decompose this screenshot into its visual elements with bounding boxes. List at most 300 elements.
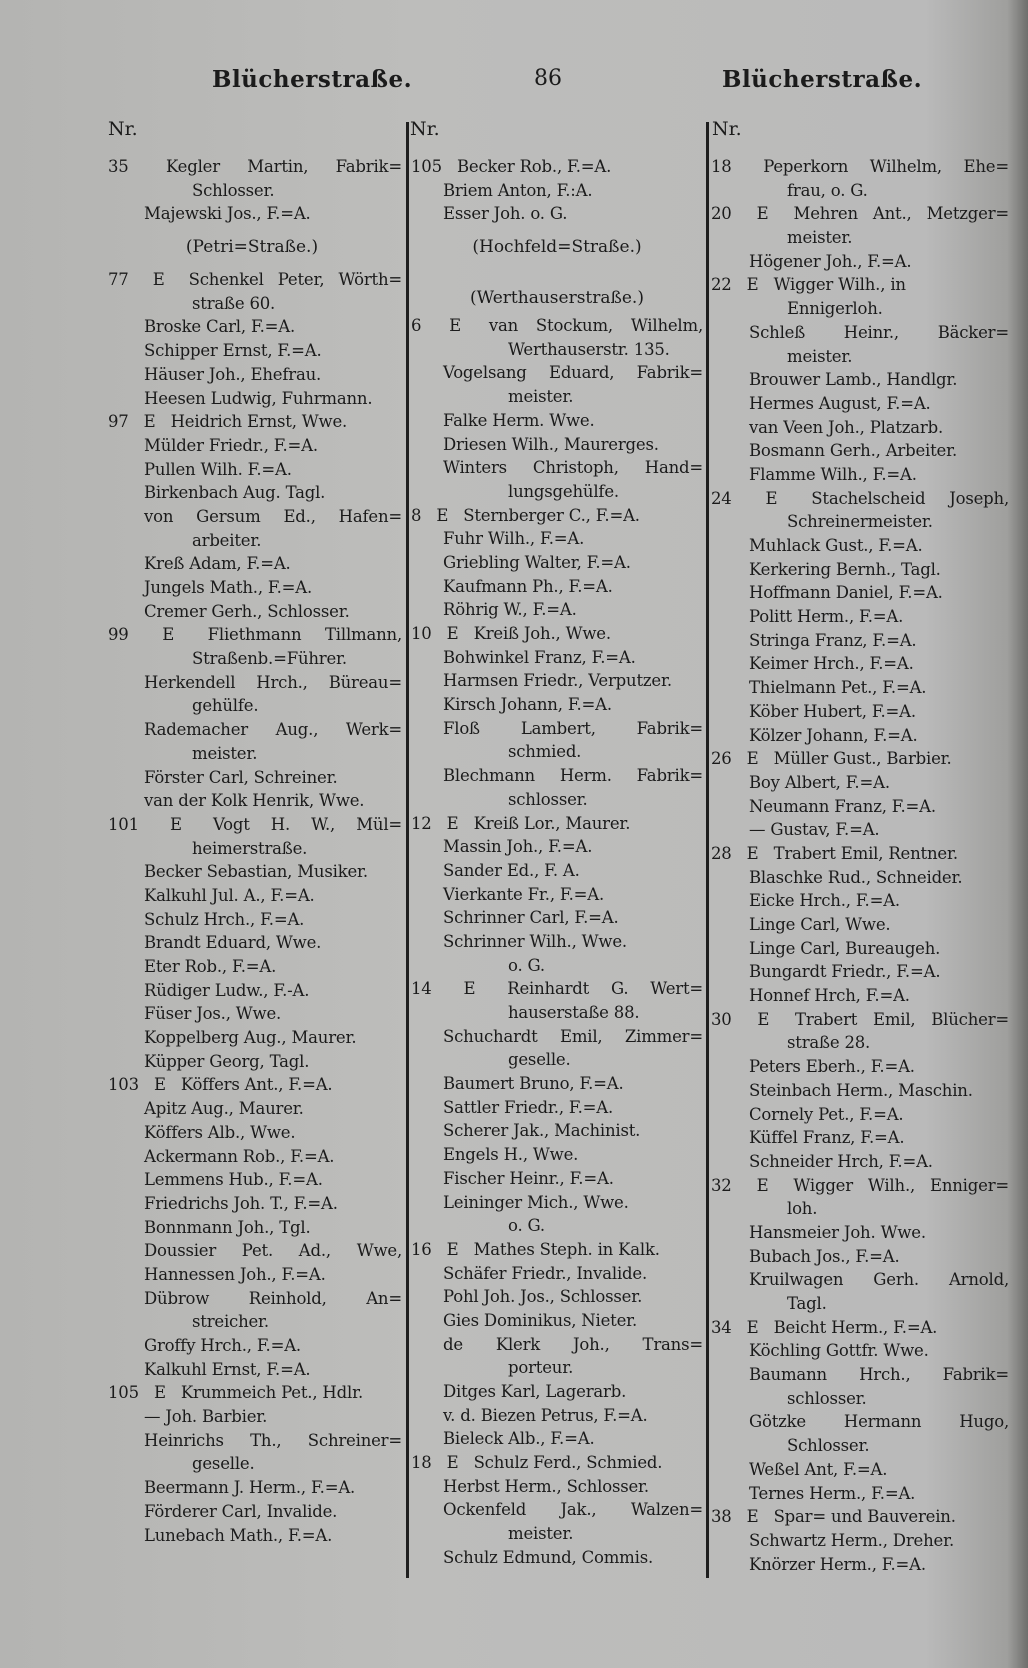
- resident-text: schlosser.: [508, 789, 588, 809]
- resident-text: Vierkante Fr., F.=A.: [443, 884, 605, 904]
- directory-entry: [711, 1268, 1009, 1292]
- resident-text: schlosser.: [787, 1388, 867, 1408]
- directory-entry: [102, 155, 402, 179]
- resident-text: de Klerk Joh., Trans=: [443, 1334, 703, 1354]
- directory-entry: [711, 747, 1009, 771]
- directory-entry: [711, 700, 1009, 724]
- directory-entry: [411, 1238, 703, 1262]
- directory-entry: [711, 581, 1009, 605]
- resident-text: Förster Carl, Schreiner.: [144, 767, 338, 787]
- resident-text: Honnef Hrch, F.=A.: [749, 986, 910, 1006]
- resident-text: Birkenbach Aug. Tagl.: [144, 483, 326, 503]
- resident-text: Massin Joh., F.=A.: [443, 837, 593, 857]
- resident-text: Bosmann Gerh., Arbeiter.: [749, 441, 958, 461]
- resident-text: Röhrig W., F.=A.: [443, 600, 577, 620]
- resident-text: Baumann Hrch., Fabrik=: [749, 1365, 1009, 1385]
- resident-text: Brouwer Lamb., Handlgr.: [749, 370, 958, 390]
- resident-text: Lunebach Math., F.=A.: [144, 1525, 333, 1545]
- resident-text: Blechmann Herm. Fabrik=: [443, 766, 703, 786]
- directory-entry: [102, 1500, 402, 1524]
- resident-text: Griebling Walter, F.=A.: [443, 552, 631, 572]
- resident-text: Becker Rob., F.=A.: [456, 157, 612, 176]
- resident-text: Kegler Martin, Fabrik=: [165, 157, 402, 176]
- entry-continuation: [102, 1452, 402, 1476]
- resident-text: Kreiß Lor., Maurer.: [473, 813, 631, 833]
- entry-continuation: [411, 385, 703, 409]
- street-subheading: [411, 268, 703, 318]
- owner-marker: E: [746, 1507, 759, 1527]
- owner-marker: E: [170, 814, 182, 834]
- entry-continuation: [711, 226, 1009, 250]
- directory-entry: [711, 937, 1009, 961]
- entry-continuation: [411, 1001, 703, 1025]
- directory-entry: [411, 764, 703, 788]
- directory-entry: [102, 1002, 402, 1026]
- left-running-title: Blücherstraße.: [212, 66, 413, 93]
- directory-entry: [711, 1529, 1009, 1553]
- entry-continuation: [711, 1387, 1009, 1411]
- resident-text: Högener Joh., F.=A.: [749, 251, 912, 271]
- resident-text: lungsgehülfe.: [508, 481, 619, 501]
- directory-entry: [411, 1167, 703, 1191]
- house-number: 24: [711, 488, 732, 508]
- resident-text: Köchling Gottfr. Wwe.: [749, 1341, 929, 1361]
- directory-entry: [711, 392, 1009, 416]
- resident-text: Bubach Jos., F.=A.: [749, 1246, 900, 1266]
- resident-text: Hermes August, F.=A.: [749, 393, 931, 413]
- owner-marker: E: [153, 1075, 166, 1095]
- directory-entry: [711, 1174, 1009, 1198]
- resident-text: Fuhr Wilh., F.=A.: [443, 529, 585, 549]
- directory-entry: [411, 1119, 703, 1143]
- resident-text: Flamme Wilh., F.=A.: [749, 464, 917, 484]
- resident-text: meister.: [192, 743, 258, 763]
- house-number: 35: [108, 157, 129, 176]
- house-number: 77: [108, 270, 129, 290]
- right-running-title: Blücherstraße.: [722, 66, 923, 93]
- resident-text: Krummeich Pet., Hdlr.: [180, 1383, 363, 1403]
- directory-entry: [711, 1126, 1009, 1150]
- directory-entry: [411, 179, 703, 203]
- resident-text: Pullen Wilh. F.=A.: [144, 459, 292, 479]
- resident-text: frau, o. G.: [787, 180, 868, 200]
- directory-entry: [411, 1309, 703, 1333]
- directory-entry: [411, 527, 703, 551]
- resident-text: Ditges Karl, Lagerarb.: [443, 1382, 627, 1401]
- directory-entry: [102, 884, 402, 908]
- directory-entry: [711, 368, 1009, 392]
- directory-entry: [102, 1121, 402, 1145]
- resident-text: Trabert Emil, Rentner.: [773, 843, 958, 863]
- owner-marker: E: [757, 1009, 770, 1029]
- resident-text: Ennigerloh.: [787, 299, 883, 319]
- directory-entry: [102, 315, 402, 339]
- resident-text: Müller Gust., Barbier.: [773, 749, 952, 769]
- directory-entry: [102, 481, 402, 505]
- house-number: 105: [108, 1383, 139, 1403]
- directory-column-left: [102, 155, 402, 1547]
- resident-text: Cornely Pet., F.=A.: [749, 1104, 904, 1124]
- entry-continuation: [711, 345, 1009, 369]
- owner-marker: E: [446, 624, 459, 643]
- house-number: 18: [411, 1453, 432, 1473]
- house-number: 26: [711, 749, 732, 769]
- directory-entry: [711, 1103, 1009, 1127]
- house-number: 97: [108, 412, 129, 432]
- resident-text: Kaufmann Ph., F.=A.: [443, 576, 613, 596]
- resident-text: Häuser Joh., Ehefrau.: [144, 364, 322, 384]
- directory-entry: [102, 1026, 402, 1050]
- directory-entry: [711, 1008, 1009, 1032]
- directory-entry: [711, 771, 1009, 795]
- house-number: 10: [411, 624, 432, 643]
- resident-text: Peperkorn Wilhelm, Ehe=: [763, 157, 1009, 176]
- directory-entry: [102, 1476, 402, 1500]
- entry-continuation: [102, 529, 402, 553]
- resident-text: — Joh. Barbier.: [144, 1407, 268, 1427]
- entry-continuation: [411, 338, 703, 362]
- owner-marker: E: [143, 412, 156, 432]
- owner-marker: E: [746, 749, 759, 769]
- resident-text: hauserstaße 88.: [508, 1003, 640, 1022]
- directory-entry: [711, 439, 1009, 463]
- directory-entry: [411, 456, 703, 480]
- directory-entry: [411, 1475, 703, 1499]
- resident-text: Lemmens Hub., F.=A.: [144, 1170, 323, 1190]
- resident-text: Keimer Hrch., F.=A.: [749, 654, 914, 674]
- directory-entry: [411, 1333, 703, 1357]
- directory-entry: [102, 671, 402, 695]
- directory-entry: [102, 623, 402, 647]
- directory-entry: [711, 273, 1009, 297]
- directory-entry: [102, 1097, 402, 1121]
- entry-continuation: [711, 1292, 1009, 1316]
- entry-continuation: [102, 694, 402, 718]
- resident-text: Schulz Hrch., F.=A.: [144, 909, 305, 929]
- street-subheading: [411, 226, 703, 268]
- resident-text: Linge Carl, Bureaugeh.: [749, 938, 941, 958]
- directory-entry: [411, 906, 703, 930]
- resident-text: Schlosser.: [192, 180, 275, 200]
- directory-entry: [711, 1245, 1009, 1269]
- directory-entry: [711, 866, 1009, 890]
- directory-entry: [711, 250, 1009, 274]
- entry-continuation: [411, 1356, 703, 1380]
- directory-entry: [411, 433, 703, 457]
- resident-text: Küpper Georg, Tagl.: [144, 1051, 310, 1071]
- resident-text: straße 28.: [787, 1033, 871, 1053]
- directory-entry: [411, 202, 703, 226]
- resident-text: meister.: [508, 387, 574, 407]
- resident-text: Esser Joh. o. G.: [443, 204, 568, 224]
- directory-entry: [711, 1079, 1009, 1103]
- resident-text: Trabert Emil, Blücher=: [795, 1009, 1009, 1029]
- directory-entry: [411, 361, 703, 385]
- house-number: 20: [711, 204, 732, 224]
- directory-entry: [411, 835, 703, 859]
- directory-entry: [411, 1072, 703, 1096]
- resident-text: Boy Albert, F.=A.: [749, 772, 890, 792]
- entry-continuation: [411, 788, 703, 812]
- owner-marker: E: [765, 488, 778, 508]
- entry-continuation: [411, 1214, 703, 1238]
- entry-continuation: [411, 954, 703, 978]
- entry-continuation: [411, 1048, 703, 1072]
- directory-entry: [102, 1263, 402, 1287]
- house-number: 28: [711, 843, 732, 863]
- resident-text: Apitz Aug., Maurer.: [144, 1099, 304, 1119]
- resident-text: Fliethmann Tillmann,: [207, 625, 402, 645]
- entry-continuation: [411, 740, 703, 764]
- house-number: 101: [108, 814, 139, 834]
- resident-text: Kruilwagen Gerh. Arnold,: [749, 1270, 1009, 1290]
- directory-entry: [102, 1239, 402, 1263]
- directory-column-right: [711, 155, 1009, 1576]
- entry-continuation: [102, 647, 402, 671]
- resident-text: Schulz Ferd., Schmied.: [473, 1453, 663, 1473]
- house-number: 32: [711, 1175, 732, 1195]
- directory-entry: [411, 883, 703, 907]
- entry-continuation: [711, 1197, 1009, 1221]
- resident-text: Vogt H. W., Mül=: [212, 814, 402, 834]
- entry-continuation: [711, 297, 1009, 321]
- entry-continuation: [411, 1522, 703, 1546]
- resident-text: heimerstraße.: [192, 838, 308, 858]
- resident-text: Wigger Wilh., Enniger=: [793, 1175, 1009, 1195]
- directory-entry: [102, 339, 402, 363]
- directory-entry: [711, 1553, 1009, 1577]
- resident-text: Kreiß Joh., Wwe.: [473, 624, 611, 643]
- directory-column-middle: [411, 155, 703, 1570]
- directory-entry: [711, 321, 1009, 345]
- directory-entry: [102, 363, 402, 387]
- resident-text: Bungardt Friedr., F.=A.: [749, 962, 941, 982]
- resident-text: geselle.: [192, 1454, 255, 1474]
- owner-marker: E: [436, 505, 449, 525]
- resident-text: Kölzer Johann, F.=A.: [749, 725, 918, 745]
- nr-column-label: Nr.: [712, 118, 742, 140]
- resident-text: Thielmann Pet., F.=A.: [749, 678, 927, 698]
- directory-entry: [411, 669, 703, 693]
- resident-text: Werthauserstr. 135.: [508, 339, 670, 359]
- resident-text: Beermann J. Herm., F.=A.: [144, 1478, 356, 1498]
- resident-text: Schneider Hrch, F.=A.: [749, 1151, 933, 1171]
- resident-text: Reinhardt G. Wert=: [507, 979, 703, 999]
- directory-entry: [411, 1546, 703, 1570]
- resident-text: Groffy Hrch., F.=A.: [144, 1336, 301, 1355]
- directory-entry: [711, 605, 1009, 629]
- resident-text: Schulz Edmund, Commis.: [443, 1547, 654, 1567]
- resident-text: Pohl Joh. Jos., Schlosser.: [443, 1287, 643, 1307]
- resident-text: Schäfer Friedr., Invalide.: [443, 1263, 647, 1283]
- directory-entry: [411, 693, 703, 717]
- resident-text: Götzke Hermann Hugo,: [749, 1412, 1009, 1432]
- resident-text: straße 60.: [192, 293, 276, 313]
- directory-entry: [711, 1482, 1009, 1506]
- resident-text: Schlosser.: [787, 1436, 870, 1456]
- resident-text: Fischer Heinr., F.=A.: [443, 1168, 614, 1188]
- directory-entry: [711, 676, 1009, 700]
- directory-entry: [711, 1458, 1009, 1482]
- column-divider: [406, 122, 409, 1578]
- directory-entry: [411, 1427, 703, 1451]
- directory-entry: [411, 1404, 703, 1428]
- resident-text: Schenkel Peter, Wörth=: [188, 270, 402, 290]
- directory-entry: [102, 1287, 402, 1311]
- directory-entry: [411, 1191, 703, 1215]
- directory-entry: [711, 724, 1009, 748]
- owner-marker: E: [446, 1239, 459, 1259]
- resident-text: Rüdiger Ludw., F.-A.: [144, 980, 310, 1000]
- resident-text: Schipper Ernst, F.=A.: [144, 341, 322, 361]
- resident-text: geselle.: [508, 1050, 571, 1070]
- resident-text: Mehren Ant., Metzger=: [793, 204, 1009, 224]
- resident-text: Jungels Math., F.=A.: [144, 578, 313, 597]
- directory-entry: [102, 1429, 402, 1453]
- directory-entry: [102, 576, 402, 600]
- column-divider: [706, 122, 709, 1578]
- resident-text: Hannessen Joh., F.=A.: [144, 1264, 326, 1284]
- directory-entry: [102, 458, 402, 482]
- directory-entry: [711, 202, 1009, 226]
- house-number: 8: [411, 505, 422, 525]
- resident-text: Broske Carl, F.=A.: [144, 317, 296, 337]
- resident-text: Köber Hubert, F.=A.: [749, 701, 916, 721]
- resident-text: Schuchardt Emil, Zimmer=: [443, 1026, 703, 1046]
- entry-continuation: [102, 837, 402, 861]
- owner-marker: E: [162, 625, 175, 645]
- directory-entry: [102, 1358, 402, 1382]
- resident-text: schmied.: [508, 742, 582, 762]
- house-number: 34: [711, 1317, 732, 1337]
- directory-entry: [711, 889, 1009, 913]
- directory-entry: [711, 1221, 1009, 1245]
- resident-text: Harmsen Friedr., Verputzer.: [443, 671, 672, 691]
- owner-marker: E: [446, 1453, 459, 1473]
- resident-text: van Stockum, Wilhelm,: [488, 316, 703, 336]
- owner-marker: E: [746, 1317, 759, 1337]
- nr-column-label: Nr.: [108, 118, 138, 140]
- resident-text: Ockenfeld Jak., Walzen=: [443, 1500, 703, 1520]
- resident-text: Linge Carl, Wwe.: [749, 915, 891, 934]
- directory-entry: [411, 977, 703, 1001]
- directory-entry: [711, 1410, 1009, 1434]
- resident-text: Köffers Ant., F.=A.: [180, 1075, 333, 1095]
- resident-text: loh.: [787, 1199, 818, 1219]
- directory-entry: [102, 1073, 402, 1097]
- directory-entry: [411, 1143, 703, 1167]
- directory-entry: [102, 410, 402, 434]
- entry-continuation: [711, 179, 1009, 203]
- resident-text: Bieleck Alb., F.=A.: [443, 1429, 595, 1449]
- resident-text: Wigger Wilh., in: [773, 275, 906, 295]
- directory-entry: [711, 1150, 1009, 1174]
- resident-text: meister.: [508, 1524, 574, 1544]
- directory-entry: [411, 1025, 703, 1049]
- resident-text: Rademacher Aug., Werk=: [144, 720, 402, 740]
- resident-text: Brandt Eduard, Wwe.: [144, 933, 322, 953]
- directory-entry: [411, 314, 703, 338]
- resident-text: Winters Christoph, Hand=: [443, 458, 703, 478]
- owner-marker: E: [463, 979, 476, 999]
- resident-text: Eicke Hrch., F.=A.: [749, 891, 900, 911]
- directory-entry: [711, 534, 1009, 558]
- resident-text: Kerkering Bernh., Tagl.: [749, 559, 941, 579]
- directory-entry: [411, 859, 703, 883]
- resident-text: Heinrichs Th., Schreiner=: [144, 1430, 402, 1450]
- directory-entry: [411, 575, 703, 599]
- page-number: 86: [534, 66, 562, 91]
- resident-text: Baumert Bruno, F.=A.: [443, 1074, 624, 1094]
- owner-marker: E: [153, 1383, 166, 1403]
- directory-entry: [711, 1339, 1009, 1363]
- directory-entry: [711, 155, 1009, 179]
- house-number: 16: [411, 1239, 432, 1259]
- house-number: 18: [711, 157, 732, 176]
- directory-entry: [411, 930, 703, 954]
- resident-text: o. G.: [508, 1216, 545, 1236]
- resident-text: Förderer Carl, Invalide.: [144, 1501, 338, 1521]
- resident-text: Ackermann Rob., F.=A.: [144, 1146, 335, 1166]
- resident-text: Hansmeier Joh. Wwe.: [749, 1222, 926, 1242]
- entry-continuation: [102, 1310, 402, 1334]
- resident-text: Cremer Gerh., Schlosser.: [144, 601, 350, 621]
- resident-text: Koppelberg Aug., Maurer.: [144, 1028, 357, 1048]
- resident-text: Tagl.: [787, 1294, 827, 1313]
- resident-text: Eter Rob., F.=A.: [144, 957, 277, 976]
- resident-text: Hoffmann Daniel, F.=A.: [749, 583, 943, 603]
- directory-entry: [102, 268, 402, 292]
- directory-entry: [102, 1334, 402, 1358]
- directory-entry: [711, 984, 1009, 1008]
- resident-text: Stringa Franz, F.=A.: [749, 630, 917, 650]
- resident-text: meister.: [787, 228, 853, 248]
- resident-text: arbeiter.: [192, 530, 262, 550]
- directory-entry: [102, 1168, 402, 1192]
- owner-marker: E: [746, 275, 759, 295]
- resident-text: Schrinner Wilh., Wwe.: [443, 931, 627, 951]
- street-subheading-text: (Hochfeld=Straße.): [472, 237, 642, 258]
- resident-text: Blaschke Rud., Schneider.: [749, 867, 963, 887]
- resident-text: Ternes Herm., F.=A.: [749, 1483, 916, 1503]
- directory-entry: [411, 1262, 703, 1286]
- resident-text: Steinbach Herm., Maschin.: [749, 1080, 973, 1100]
- directory-entry: [102, 789, 402, 813]
- house-number: 22: [711, 275, 732, 295]
- resident-text: Spar= und Bauverein.: [773, 1507, 956, 1527]
- resident-text: Briem Anton, F.:A.: [443, 180, 593, 200]
- house-number: 14: [411, 979, 432, 999]
- resident-text: Sternberger C., F.=A.: [463, 505, 640, 525]
- directory-entry: [711, 1505, 1009, 1529]
- directory-entry: [411, 812, 703, 836]
- owner-marker: E: [746, 843, 759, 863]
- directory-entry: [711, 842, 1009, 866]
- directory-entry: [102, 955, 402, 979]
- directory-entry: [711, 913, 1009, 937]
- resident-text: gehülfe.: [192, 696, 259, 716]
- house-number: 105: [411, 157, 442, 176]
- directory-entry: [711, 558, 1009, 582]
- directory-entry: [711, 795, 1009, 819]
- directory-entry: [411, 1096, 703, 1120]
- directory-entry: [102, 860, 402, 884]
- resident-text: Schleß Heinr., Bäcker=: [749, 322, 1009, 342]
- resident-text: Schwartz Herm., Dreher.: [749, 1530, 955, 1550]
- nr-column-label: Nr.: [410, 118, 440, 140]
- directory-entry: [102, 718, 402, 742]
- owner-marker: E: [449, 316, 462, 336]
